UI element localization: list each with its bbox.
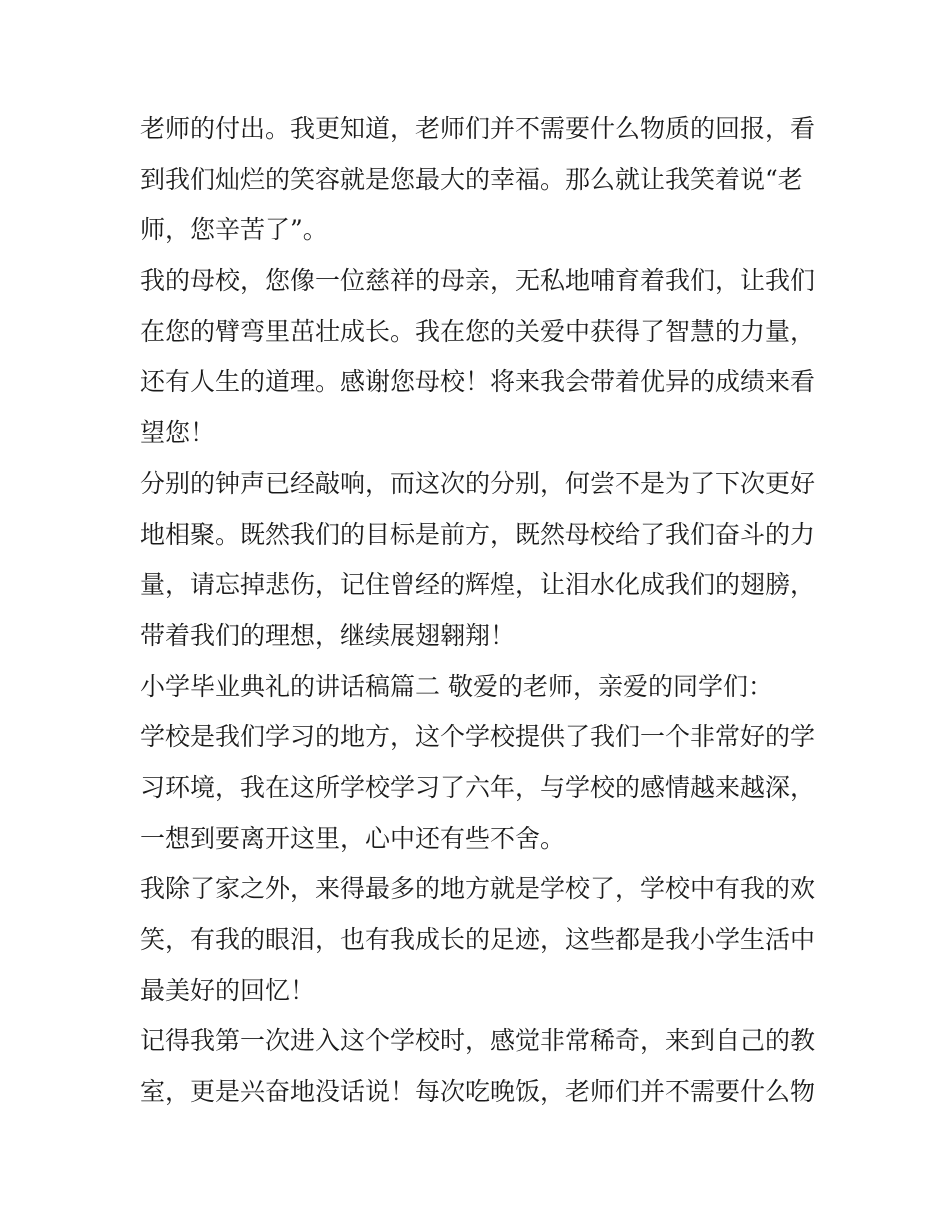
text-line: 习环境，我在这所学校学习了六年，与学校的感情越来越深， bbox=[140, 772, 816, 802]
paragraph-alma-mater bbox=[140, 256, 820, 459]
paragraph-school-environment bbox=[140, 712, 820, 864]
text-line: 地相聚。既然我们的目标是前方，既然母校给了我们奋斗的力 bbox=[140, 519, 816, 549]
text-line: 最美好的回忆！ bbox=[140, 975, 316, 1005]
paragraph-first-day bbox=[140, 1016, 820, 1117]
text-line: 记得我第一次进入这个学校时，感觉非常稀奇，来到自己的教 bbox=[140, 1026, 816, 1056]
text-line: 还有人生的道理。感谢您母校！将来我会带着优异的成绩来看 bbox=[140, 367, 816, 397]
text-line: 小学毕业典礼的讲话稿篇二 敬爱的老师，亲爱的同学们： bbox=[140, 671, 773, 701]
text-line: 学校是我们学习的地方，这个学校提供了我们一个非常好的学 bbox=[140, 722, 816, 752]
text-line: 笑，有我的眼泪，也有我成长的足迹，这些都是我小学生活中 bbox=[140, 925, 816, 954]
paragraph-farewell bbox=[140, 459, 820, 662]
text-line: 分别的钟声已经敲响，而这次的分别，何尝不是为了下次更好 bbox=[140, 468, 816, 498]
paragraph-teacher-gratitude bbox=[140, 104, 820, 256]
text-line: 我除了家之外，来得最多的地方就是学校了，学校中有我的欢 bbox=[140, 874, 816, 904]
text-line: 望您！ bbox=[140, 418, 216, 448]
section-heading-speech-two bbox=[140, 662, 820, 713]
document-body bbox=[140, 104, 820, 1118]
text-line: 在您的臂弯里茁壮成长。我在您的关爱中获得了智慧的力量， bbox=[140, 316, 816, 346]
text-line: 师，您辛苦了”。 bbox=[140, 215, 328, 245]
text-line: 带着我们的理想，继续展翅翱翔！ bbox=[140, 620, 516, 650]
text-line: 量，请忘掉悲伤，记住曾经的辉煌，让泪水化成我们的翅膀， bbox=[140, 570, 816, 600]
text-line: 室，更是兴奋地没话说！每次吃晚饭，老师们并不需要什么物 bbox=[140, 1077, 816, 1107]
text-line: 老师的付出。我更知道，老师们并不需要什么物质的回报，看 bbox=[140, 114, 816, 143]
text-line: 一想到要离开这里，心中还有些不舍。 bbox=[140, 823, 566, 853]
text-line: 我的母校，您像一位慈祥的母亲，无私地哺育着我们，让我们 bbox=[140, 266, 816, 296]
text-line: 到我们灿烂的笑容就是您最大的幸福。那么就让我笑着说“老 bbox=[140, 164, 803, 194]
paragraph-school-memories bbox=[140, 864, 820, 1016]
